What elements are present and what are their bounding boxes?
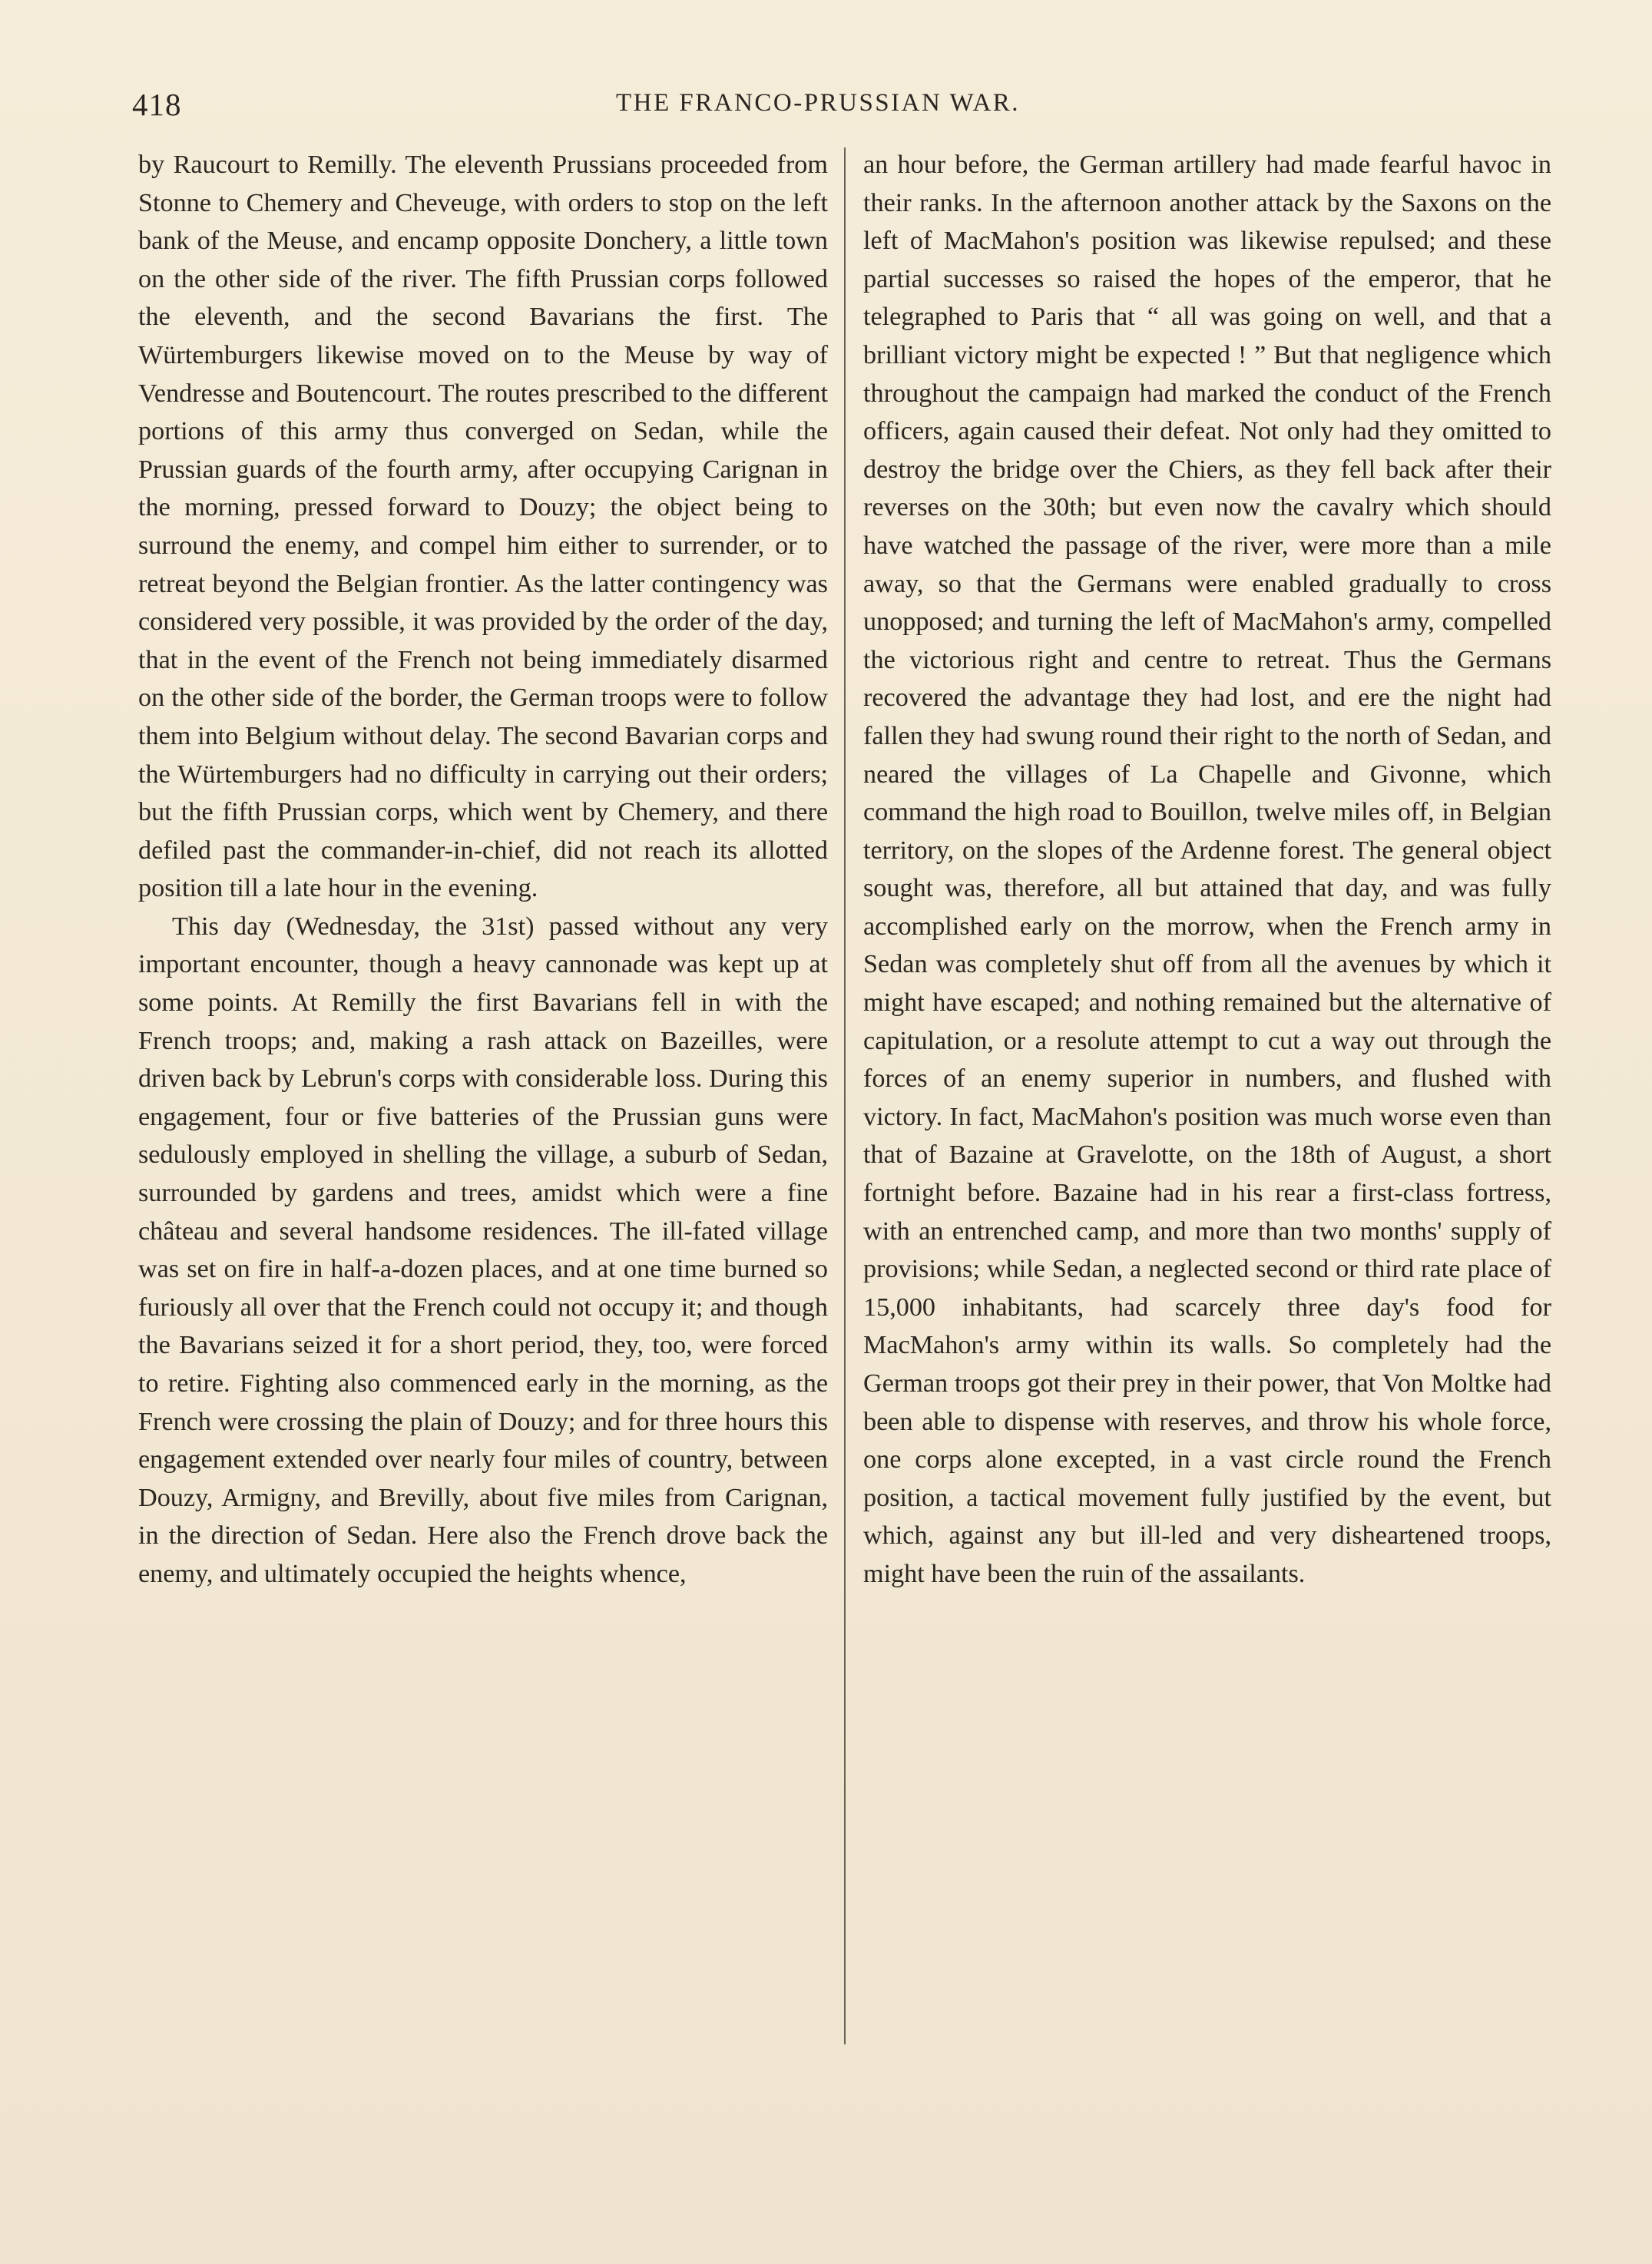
left-paragraph-1: by Raucourt to Remilly. The eleventh Prussians proceeded from Stonne to Chemery and Cheveuge, with orders to stop on the left bank of the Meuse, and encamp opposite Donchery, a little town on the other side of the river. The fifth Prussian corps followed the eleventh, and the second Bavarians the first. The Würtemburgers likewise moved on to the Meuse by way of Vendresse and Boutencourt. The routes prescribed to the different portions of this army thus converged on Sedan, while the Prussian guards of the fourth army, after occupying Carignan in the morning, pressed forward to Douzy; the object being to surround the enemy, and compel him either to surrender, or to retreat beyond the Belgian frontier. As the latter contingency was considered very possible, it was provided by the order of the day, that in the event of the French not being immediately disarmed on the other side of the border, the German troops were to follow them into Belgium without delay. The second Bavarian corps and the Würtemburgers had no difficulty in carrying out their orders; but the fifth Prussian corps, which went by Chemery, and there defiled past the commander-in-chief, did not reach its allotted position till a late hour in the evening.: [138, 151, 828, 903]
running-head: [132, 86, 1576, 132]
right-column: [863, 146, 1551, 1594]
right-paragraph-1: an hour before, the German artillery had made fearful havoc in their ranks. In the afternoon another attack by the Saxons on the left of MacMahon's position was likewise repulsed; and these partial successes so raised the hopes of the emperor, that he telegraphed to Paris that “ all was going on well, and that a brilliant victory might be expected ! ” But that negligence which throughout the campaign had marked the conduct of the French officers, again caused their defeat. Not only had they omitted to destroy the bridge over the Chiers, as they fell back after their reverses on the 30th; but even now the cavalry which should have watched the passage of the river, were more than a mile away, so that the Germans were enabled gradually to cross unopposed; and turning the left of MacMahon's army, compelled the victorious right and centre to retreat. Thus the Germans recovered the advantage they had lost, and ere the night had fallen they had swung round their right to the north of Sedan, and neared the villages of La Chapelle and Givonne, which command the high road to Bouillon, twelve miles off, in Belgian territory, on the slopes of the Ardenne forest. The general object sought was, therefore, all but attained that day, and was fully accomplished early on the morrow, when the French army in Sedan was completely shut off from all the avenues by which it might have escaped; and nothing remained but the alternative of capitulation, or a resolute attempt to cut a way out through the forces of an enemy superior in numbers, and flushed with victory. In fact, MacMahon's position was much worse even than that of Bazaine at Gravelotte, on the 18th of August, a short fortnight before. Bazaine had in his rear a first-class fortress, with an entrenched camp, and more than two months' supply of provisions; while Sedan, a neglected second or third rate place of 15,000 inhabitants, had scarcely three day's food for MacMahon's army within its walls. So completely had the German troops got their prey in their power, that Von Moltke had been able to dispense with reserves, and throw his whole force, one corps alone excepted, in a vast circle round the French position, a tactical movement fully justified by the event, but which, against any but ill-led and very disheartened troops, might have been the ruin of the assailants.: [863, 151, 1551, 1588]
left-column: [138, 146, 828, 1594]
running-title: THE FRANCO-PRUSSIAN WAR.: [616, 89, 1021, 117]
column-divider: [844, 147, 846, 2044]
left-paragraph-2: This day (Wednesday, the 31st) passed without any very important encounter, though a heavy cannonade was kept up at some points. At Remilly the first Bavarians fell in with the French troops; and, making a rash attack on Bazeilles, were driven back by Lebrun's corps with considerable loss. During this engagement, four or five batteries of the Prussian guns were sedulously employed in shelling the village, a suburb of Sedan, surrounded by gardens and trees, amidst which were a fine château and several handsome residences. The ill-fated village was set on fire in half-a-dozen places, and at one time burned so furiously all over that the French could not occupy it; and though the Bavarians seized it for a short period, they, too, were forced to retire. Fighting also commenced early in the morning, as the French were crossing the plain of Douzy; and for three hours this engagement extended over nearly four miles of country, between Douzy, Armigny, and Brevilly, about five miles from Carignan, in the direction of Sedan. Here also the French drove back the enemy, and ultimately occupied the heights whence,: [138, 912, 828, 1588]
page-number: 418: [132, 87, 182, 122]
